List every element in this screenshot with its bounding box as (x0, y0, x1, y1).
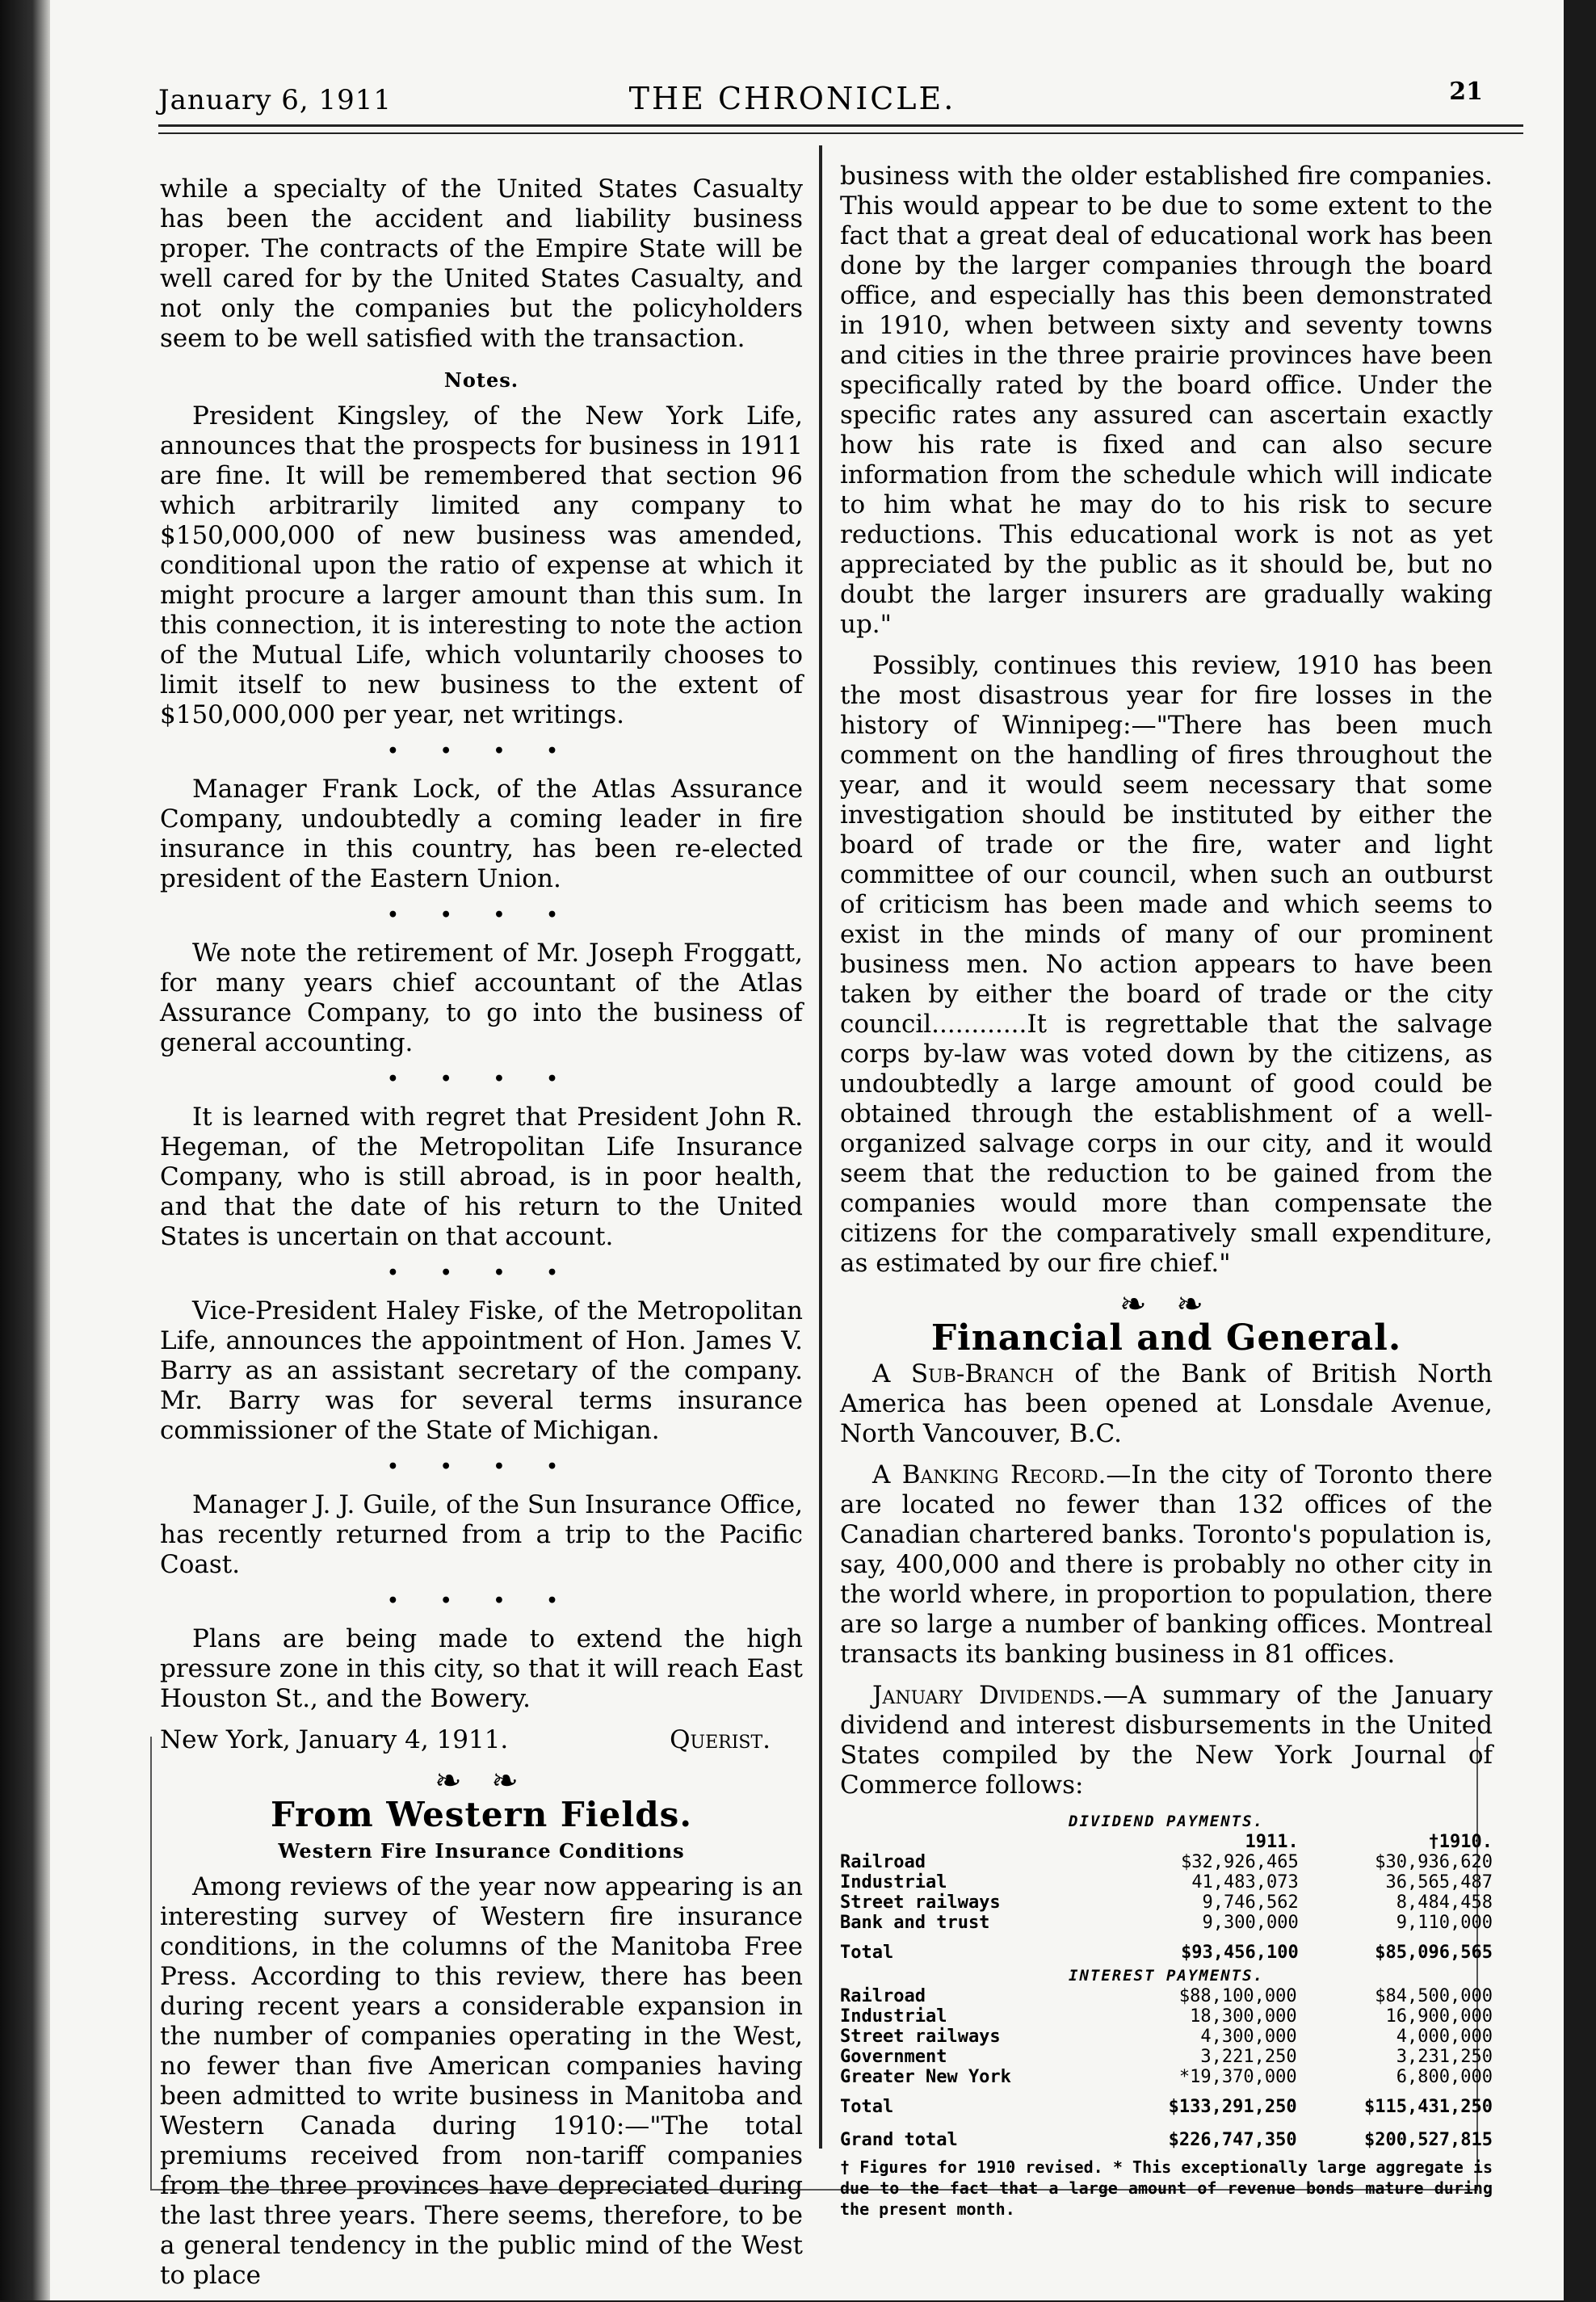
interest-title: INTEREST PAYMENTS. (1069, 1967, 1264, 1985)
masthead-title: THE CHRONICLE. (628, 81, 956, 116)
ornament-icon: ❧ ❧ (435, 1762, 528, 1800)
row-label: Greater New York (840, 2067, 1011, 2087)
interest-table (840, 1986, 1493, 2153)
paragraph (840, 1681, 1493, 1800)
header-rule-thin (158, 132, 1523, 134)
table-row (840, 2087, 1493, 2120)
year-1910: †1910. (1428, 1832, 1493, 1852)
page-edge (0, 0, 50, 2300)
value-1911: $88,100,000 (1178, 1986, 1297, 2006)
value-1910: $30,936,620 (1375, 1852, 1493, 1872)
table-row (840, 2120, 1493, 2153)
table-row (840, 1913, 1493, 1933)
table-footnote: † Figures for 1910 revised. * This exceptionally large aggregate is due to the fact that a large amount of revenue bonds mature during the present month. (840, 2157, 1493, 2219)
row-label: Street railways (840, 1892, 1001, 1913)
row-label: Industrial (840, 1872, 947, 1892)
value-1910: 4,000,000 (1396, 2027, 1493, 2047)
table-row (840, 2047, 1493, 2067)
value-1911: 9,300,000 (1202, 1913, 1299, 1933)
section-heading: From Western Fields. (271, 1795, 692, 1834)
separator-dots: • • • • (387, 1069, 576, 1090)
value-1911: 9,746,562 (1202, 1892, 1299, 1913)
page-number: 21 (1449, 78, 1483, 106)
value-1910: $115,431,250 (1364, 2097, 1493, 2117)
spacer-cell (840, 1832, 1105, 1852)
value-1910: 3,231,250 (1396, 2047, 1493, 2067)
table-row (840, 2067, 1493, 2087)
lead-in: A Sub-Branch (872, 1359, 1054, 1388)
value-1911: $32,926,465 (1181, 1852, 1299, 1872)
table-row (840, 1892, 1493, 1913)
value-1910: $84,500,000 (1375, 1986, 1493, 2006)
table-row (840, 2027, 1493, 2047)
row-label: Total (840, 2097, 894, 2117)
value-1911: $93,456,100 (1181, 1943, 1299, 1963)
table-row (840, 1986, 1493, 2006)
signature: Querist. (670, 1725, 771, 1754)
section-heading: Financial and General. (930, 1317, 1402, 1359)
value-1911: 41,483,073 (1191, 1872, 1299, 1892)
separator-dots: • • • • (387, 741, 576, 762)
paragraph: Plans are being made to extend the high pressure zone in this city, so that it will reach East Houston St., and the Bowery. (160, 1624, 803, 1713)
table-row (840, 1872, 1493, 1892)
lead-in: A Banking Record. (872, 1460, 1107, 1489)
value-1911: $133,291,250 (1168, 2097, 1297, 2117)
paragraph (840, 1460, 1493, 1670)
signoff (160, 1725, 803, 1755)
table-row (840, 1933, 1493, 1966)
paragraph: President Kingsley, of the New York Life, announces that the prospects for business in 1911 are fine. It will be remembered that section 96 which arbitrarily limited any company to $150,000,000 of new business was amended, conditional upon the ratio of expense at which it might procure a larger amount than this sum. In this connection, it is interesting to note the action of the Mutual Life, which voluntarily chooses to limit itself to new business to the extent of $150,000,000 per year, net writings. (160, 401, 803, 729)
ornament-icon: ❧ ❧ (1119, 1286, 1213, 1323)
year-1911: 1911. (1245, 1832, 1299, 1852)
paragraph: Among reviews of the year now appearing is an interesting survey of Western fire insurance conditions, in the columns of the Manitoba Free Press. According to this review, there has been during recent years a considerable expansion in the number of companies operating in the West, no fewer than five American companies having been admitted to write business in Manitoba and Western Canada during 1910:—"The total premiums received from non-tariff companies from the three provinces have depreciated during the last three years. There seems, therefore, to be a general tendency in the public mind of the West to place (160, 1872, 803, 2290)
row-label: Total (840, 1943, 894, 1963)
paragraph: It is learned with regret that President John R. Hegeman, of the Metropolitan Life Insurance Company, who is still abroad, is in poor health, and that the date of his return to the United States is uncertain on that account. (160, 1103, 803, 1251)
paragraph: We note the retirement of Mr. Joseph Froggatt, for many years chief accountant of the Atlas Assurance Company, to go into the business of general accounting. (160, 939, 803, 1057)
paragraph: business with the older established fire companies. This would appear to be due to some extent to the fact that a great deal of educational work has been done by the larger companies through the board office, and especially has this been demonstrated in 1910, when between sixty and seventy towns and cities in the three prairie provinces have been specifically rated by the board office. Under the specific rates any assured can ascertain exactly how his rate is fixed and can also secure information from the schedule which will indicate to him what he may do to his risk to secure reductions. This educational work is not as yet appreciated by the public as it should be, but no doubt the larger insurers are gradually waking up." (840, 162, 1493, 639)
value-1910: $200,527,815 (1364, 2130, 1493, 2150)
row-label: Bank and trust (840, 1913, 990, 1933)
value-1911: 4,300,000 (1200, 2027, 1297, 2047)
value-1910: 9,110,000 (1396, 1913, 1493, 1933)
row-label: Government (840, 2047, 947, 2067)
row-label: Railroad (840, 1986, 926, 2006)
header-rule (158, 124, 1523, 127)
paragraph-text: of the Bank of British North America has been opened at Lonsdale Avenue, North Vancouver, B.C. (840, 1359, 1493, 1448)
separator-dots: • • • • (387, 1590, 576, 1611)
year-header-row (840, 1832, 1493, 1852)
value-1910: 16,900,000 (1385, 2006, 1493, 2027)
value-1911: 3,221,250 (1200, 2047, 1297, 2067)
value-1911: *19,370,000 (1178, 2067, 1297, 2087)
dateline: New York, January 4, 1911. (160, 1725, 509, 1754)
paragraph: while a specialty of the United States Casualty has been the accident and liability business proper. The contracts of the Empire State will be well cared for by the United States Casualty, and not only the companies but the policyholders seem to be well satisfied with the transaction. (160, 174, 803, 353)
row-label: Grand total (840, 2130, 958, 2150)
paragraph: Vice-President Haley Fiske, of the Metropolitan Life, announces the appointment of Hon. James V. Barry as an assistant secretary of the company. Mr. Barry was for several terms insurance commissioner of the State of Michigan. (160, 1296, 803, 1445)
separator-dots: • • • • (387, 905, 576, 926)
dividend-table (840, 1832, 1493, 1966)
row-label: Industrial (840, 2006, 947, 2027)
row-label: Railroad (840, 1852, 926, 1872)
paragraph: Manager J. J. Guile, of the Sun Insurance Office, has recently returned from a trip to the Pacific Coast. (160, 1490, 803, 1579)
value-1910: $85,096,565 (1375, 1943, 1493, 1963)
sub-heading: Western Fire Insurance Conditions (278, 1839, 685, 1863)
value-1910: 6,800,000 (1396, 2067, 1493, 2087)
paragraph (840, 1359, 1493, 1449)
left-column (160, 174, 803, 2302)
value-1911: 18,300,000 (1190, 2006, 1297, 2027)
separator-dots: • • • • (387, 1456, 576, 1477)
table-row (840, 2006, 1493, 2027)
value-1911: $226,747,350 (1168, 2130, 1297, 2150)
dividend-title: DIVIDEND PAYMENTS. (1069, 1813, 1264, 1830)
right-column (840, 162, 1493, 2220)
notes-heading: Notes. (443, 368, 519, 392)
separator-dots: • • • • (387, 1262, 576, 1283)
value-1910: 36,565,487 (1385, 1872, 1493, 1892)
paragraph: Manager Frank Lock, of the Atlas Assurance Company, undoubtedly a coming leader in fire insurance in this country, has been re-elected president of the Eastern Union. (160, 775, 803, 893)
paragraph-text: —A summary of the January dividend and interest disbursements in the United States compiled by the New York Journal of Commerce follows: (840, 1681, 1493, 1800)
issue-date: January 6, 1911 (158, 84, 393, 116)
paragraph-text: —In the city of Toronto there are located no fewer than 132 offices of the Canadian chartered banks. Toronto's population is, say, 400,000 and there is probably no other city in the world where, in proportion to population, there are so large a number of banking offices. Montreal transacts its banking business in 81 offices. (840, 1460, 1493, 1669)
table-row (840, 1852, 1493, 1872)
row-label: Street railways (840, 2027, 1001, 2047)
disbursements-table (840, 1812, 1493, 2220)
value-1910: 8,484,458 (1396, 1892, 1493, 1913)
paragraph: Possibly, continues this review, 1910 has been the most disastrous year for fire losses in the history of Winnipeg:—"There has been much comment on the handling of fires throughout the year, and it would seem necessary that some investigation should be instituted by either the board of trade or the fire, water and light committee of our council, when such an outburst of criticism has been made and which seems to exist in the minds of many of our prominent business men. No action appears to have been taken by either the board of trade or the city council............It is regrettable that the salvage corps by-law was voted down by the citizens, as undoubtedly a large amount of good could be obtained through the establishment of a well-organized salvage corps in our city, and it would seem that the reduction to be gained from the companies would more than compensate the citizens for the comparatively small expenditure, as estimated by our fire chief." (840, 651, 1493, 1278)
lead-in: January Dividends. (872, 1681, 1103, 1710)
